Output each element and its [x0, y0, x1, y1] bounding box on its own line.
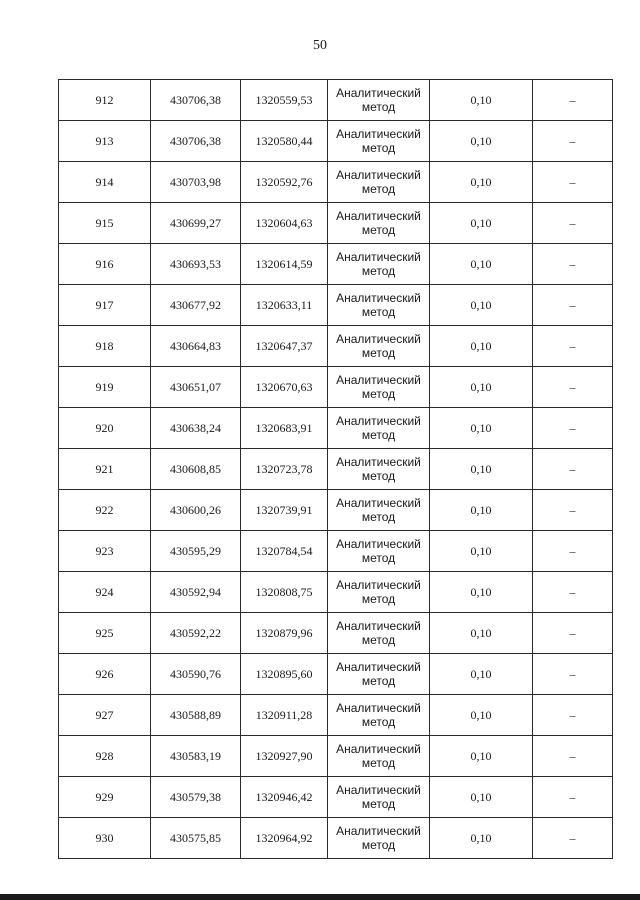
note: – [533, 80, 613, 121]
method-line-1: Аналитический [336, 414, 421, 428]
point-number: 919 [59, 367, 151, 408]
method-line-1: Аналитический [336, 250, 421, 264]
method-line-2: метод [361, 715, 396, 729]
accuracy: 0,10 [430, 695, 533, 736]
method-cell [328, 818, 430, 859]
method-line-2: метод [361, 797, 396, 811]
y-coordinate: 1320604,63 [241, 203, 328, 244]
method-line-2: метод [361, 510, 396, 524]
method-cell [328, 777, 430, 818]
point-number: 923 [59, 531, 151, 572]
y-coordinate: 1320927,90 [241, 736, 328, 777]
method-cell [328, 490, 430, 531]
table-row [59, 449, 613, 490]
note: – [533, 408, 613, 449]
method-line-1: Аналитический [336, 455, 421, 469]
method-line-1: Аналитический [336, 701, 421, 715]
note: – [533, 203, 613, 244]
method-line-1: Аналитический [336, 496, 421, 510]
x-coordinate: 430699,27 [151, 203, 241, 244]
table-row [59, 326, 613, 367]
note: – [533, 572, 613, 613]
table-row [59, 490, 613, 531]
method-line-2: метод [361, 223, 396, 237]
y-coordinate: 1320946,42 [241, 777, 328, 818]
y-coordinate: 1320723,78 [241, 449, 328, 490]
table-row [59, 695, 613, 736]
x-coordinate: 430693,53 [151, 244, 241, 285]
method-line-2: метод [361, 674, 396, 688]
method-cell [328, 736, 430, 777]
x-coordinate: 430677,92 [151, 285, 241, 326]
method-line-1: Аналитический [336, 783, 421, 797]
x-coordinate: 430651,07 [151, 367, 241, 408]
note: – [533, 818, 613, 859]
note: – [533, 736, 613, 777]
table-row [59, 244, 613, 285]
method-cell [328, 695, 430, 736]
y-coordinate: 1320592,76 [241, 162, 328, 203]
accuracy: 0,10 [430, 613, 533, 654]
note: – [533, 613, 613, 654]
method-line-2: метод [361, 182, 396, 196]
method-cell [328, 367, 430, 408]
y-coordinate: 1320911,28 [241, 695, 328, 736]
y-coordinate: 1320580,44 [241, 121, 328, 162]
method-line-2: метод [361, 469, 396, 483]
note: – [533, 162, 613, 203]
point-number: 920 [59, 408, 151, 449]
accuracy: 0,10 [430, 203, 533, 244]
method-line-1: Аналитический [336, 824, 421, 838]
y-coordinate: 1320633,11 [241, 285, 328, 326]
page-number: 50 [313, 38, 327, 53]
accuracy: 0,10 [430, 531, 533, 572]
point-number: 928 [59, 736, 151, 777]
x-coordinate: 430638,24 [151, 408, 241, 449]
table-row [59, 572, 613, 613]
y-coordinate: 1320647,37 [241, 326, 328, 367]
point-number: 913 [59, 121, 151, 162]
table-row [59, 818, 613, 859]
y-coordinate: 1320614,59 [241, 244, 328, 285]
point-number: 912 [59, 80, 151, 121]
x-coordinate: 430608,85 [151, 449, 241, 490]
x-coordinate: 430703,98 [151, 162, 241, 203]
method-line-1: Аналитический [336, 209, 421, 223]
table-row [59, 162, 613, 203]
table-row [59, 203, 613, 244]
x-coordinate: 430583,19 [151, 736, 241, 777]
table-row [59, 367, 613, 408]
method-cell [328, 613, 430, 654]
method-line-2: метод [361, 141, 396, 155]
table-row [59, 531, 613, 572]
note: – [533, 367, 613, 408]
method-line-1: Аналитический [336, 291, 421, 305]
method-cell [328, 80, 430, 121]
x-coordinate: 430588,89 [151, 695, 241, 736]
method-line-1: Аналитический [336, 537, 421, 551]
accuracy: 0,10 [430, 244, 533, 285]
method-line-2: метод [361, 838, 396, 852]
note: – [533, 285, 613, 326]
method-line-1: Аналитический [336, 373, 421, 387]
x-coordinate: 430595,29 [151, 531, 241, 572]
point-number: 917 [59, 285, 151, 326]
table-row [59, 654, 613, 695]
method-line-1: Аналитический [336, 619, 421, 633]
method-cell [328, 203, 430, 244]
accuracy: 0,10 [430, 80, 533, 121]
method-line-2: метод [361, 100, 396, 114]
accuracy: 0,10 [430, 121, 533, 162]
point-number: 927 [59, 695, 151, 736]
x-coordinate: 430579,38 [151, 777, 241, 818]
method-line-1: Аналитический [336, 660, 421, 674]
method-line-1: Аналитический [336, 332, 421, 346]
table-row [59, 777, 613, 818]
accuracy: 0,10 [430, 326, 533, 367]
x-coordinate: 430664,83 [151, 326, 241, 367]
method-line-2: метод [361, 305, 396, 319]
point-number: 926 [59, 654, 151, 695]
accuracy: 0,10 [430, 367, 533, 408]
method-line-1: Аналитический [336, 127, 421, 141]
scan-bottom-edge [0, 894, 640, 900]
note: – [533, 326, 613, 367]
y-coordinate: 1320559,53 [241, 80, 328, 121]
note: – [533, 490, 613, 531]
accuracy: 0,10 [430, 818, 533, 859]
coordinates-table [58, 79, 613, 859]
x-coordinate: 430592,22 [151, 613, 241, 654]
note: – [533, 654, 613, 695]
table-body [59, 80, 613, 859]
method-line-1: Аналитический [336, 86, 421, 100]
method-line-2: метод [361, 592, 396, 606]
method-line-2: метод [361, 428, 396, 442]
method-line-2: метод [361, 756, 396, 770]
y-coordinate: 1320739,91 [241, 490, 328, 531]
method-line-1: Аналитический [336, 168, 421, 182]
table-row [59, 80, 613, 121]
accuracy: 0,10 [430, 162, 533, 203]
table-row [59, 121, 613, 162]
point-number: 922 [59, 490, 151, 531]
x-coordinate: 430706,38 [151, 80, 241, 121]
method-line-1: Аналитический [336, 578, 421, 592]
point-number: 918 [59, 326, 151, 367]
note: – [533, 695, 613, 736]
accuracy: 0,10 [430, 449, 533, 490]
point-number: 929 [59, 777, 151, 818]
table-row [59, 285, 613, 326]
method-cell [328, 121, 430, 162]
method-cell [328, 285, 430, 326]
method-line-2: метод [361, 551, 396, 565]
table-row [59, 408, 613, 449]
method-cell [328, 408, 430, 449]
x-coordinate: 430706,38 [151, 121, 241, 162]
table-row [59, 736, 613, 777]
method-line-2: метод [361, 387, 396, 401]
x-coordinate: 430575,85 [151, 818, 241, 859]
method-cell [328, 326, 430, 367]
point-number: 915 [59, 203, 151, 244]
method-cell [328, 162, 430, 203]
accuracy: 0,10 [430, 654, 533, 695]
method-line-2: метод [361, 633, 396, 647]
y-coordinate: 1320784,54 [241, 531, 328, 572]
x-coordinate: 430600,26 [151, 490, 241, 531]
note: – [533, 531, 613, 572]
y-coordinate: 1320879,96 [241, 613, 328, 654]
accuracy: 0,10 [430, 490, 533, 531]
note: – [533, 449, 613, 490]
point-number: 924 [59, 572, 151, 613]
method-line-1: Аналитический [336, 742, 421, 756]
note: – [533, 121, 613, 162]
note: – [533, 777, 613, 818]
method-line-2: метод [361, 346, 396, 360]
x-coordinate: 430590,76 [151, 654, 241, 695]
note: – [533, 244, 613, 285]
point-number: 914 [59, 162, 151, 203]
accuracy: 0,10 [430, 736, 533, 777]
accuracy: 0,10 [430, 285, 533, 326]
accuracy: 0,10 [430, 572, 533, 613]
y-coordinate: 1320895,60 [241, 654, 328, 695]
y-coordinate: 1320808,75 [241, 572, 328, 613]
table-row [59, 613, 613, 654]
point-number: 916 [59, 244, 151, 285]
y-coordinate: 1320670,63 [241, 367, 328, 408]
method-cell [328, 449, 430, 490]
method-cell [328, 572, 430, 613]
accuracy: 0,10 [430, 777, 533, 818]
method-line-2: метод [361, 264, 396, 278]
method-cell [328, 654, 430, 695]
method-cell [328, 531, 430, 572]
x-coordinate: 430592,94 [151, 572, 241, 613]
point-number: 925 [59, 613, 151, 654]
accuracy: 0,10 [430, 408, 533, 449]
y-coordinate: 1320964,92 [241, 818, 328, 859]
point-number: 930 [59, 818, 151, 859]
method-cell [328, 244, 430, 285]
y-coordinate: 1320683,91 [241, 408, 328, 449]
point-number: 921 [59, 449, 151, 490]
